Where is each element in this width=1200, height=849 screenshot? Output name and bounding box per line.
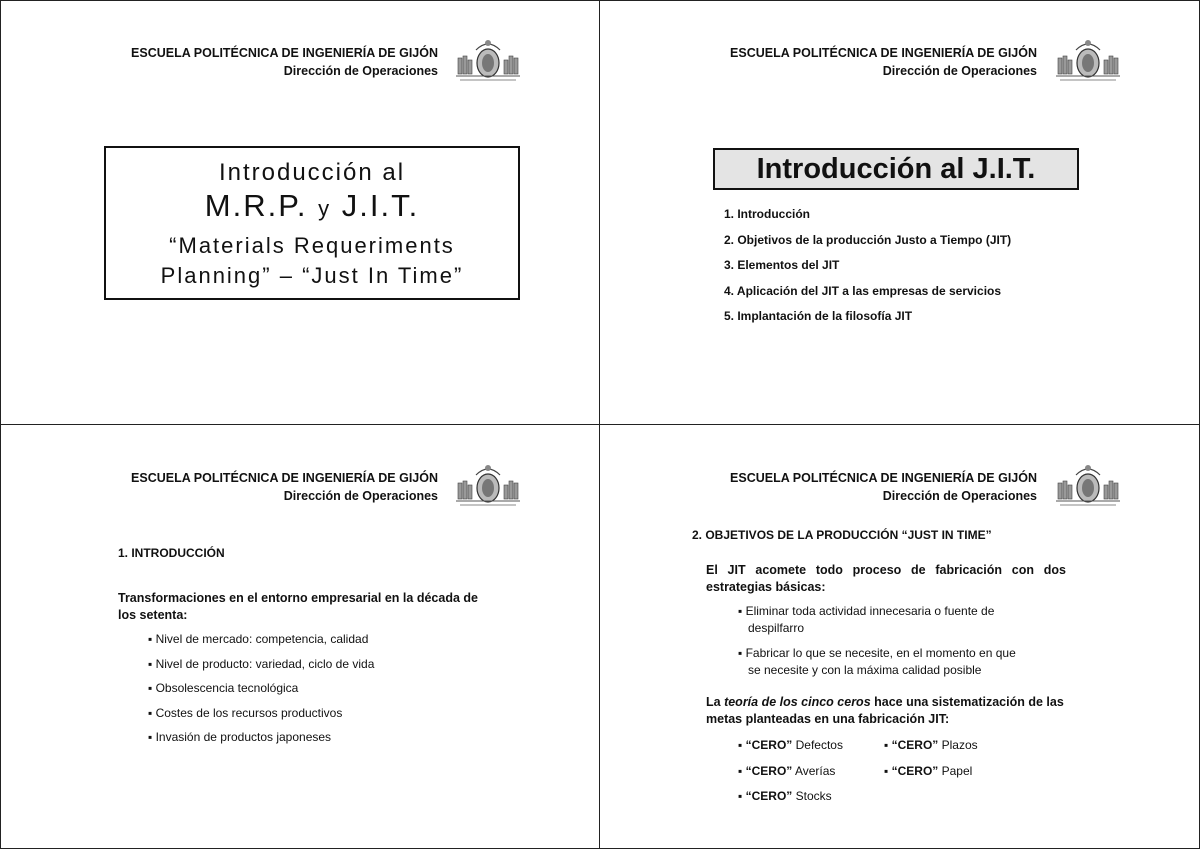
title-jit: J.I.T. (341, 188, 420, 223)
bullet-mark: ▪ (738, 738, 743, 752)
section-title: 2. OBJETIVOS DE LA PRODUCCIÓN “JUST IN TIME” (692, 528, 992, 542)
lead-emphasis: teoría de los cinco ceros (724, 695, 871, 709)
subject-name: Dirección de Operaciones (283, 489, 438, 503)
slide-header (600, 469, 1037, 505)
zero-word: “CERO” (745, 764, 793, 778)
lead-text: hace una sistematización de las metas planteadas en una fabricación JIT: (706, 695, 1064, 726)
university-crest-icon (1052, 461, 1124, 507)
list-item: 1. Introducción (724, 207, 811, 221)
school-name: ESCUELA POLITÉCNICA DE INGENIERÍA DE GIJÓN (730, 46, 1037, 60)
zero-item (738, 788, 832, 804)
bullet-line: despilfarro (748, 621, 805, 635)
list-item: ▪ Obsolescencia tecnológica (148, 681, 299, 695)
title-line-1: Introducción al (218, 159, 406, 186)
bullet-mark: ▪ (738, 764, 743, 778)
subject-name: Dirección de Operaciones (882, 64, 1037, 78)
zero-item (738, 737, 843, 753)
list-item: 3. Elementos del JIT (724, 258, 840, 272)
title-y: y (318, 196, 332, 221)
list-item: 2. Objetivos de la producción Justo a Tiempo (JIT) (724, 232, 1012, 247)
bullet-mark: ▪ (884, 738, 889, 752)
list-item: 4. Aplicación del JIT a las empresas de servicios (724, 283, 1002, 298)
school-name: ESCUELA POLITÉCNICA DE INGENIERÍA DE GIJÓN (730, 471, 1037, 485)
zero-item (884, 737, 978, 753)
zero-label: Stocks (795, 789, 832, 803)
list-item: ▪ Nivel de producto: variedad, ciclo de vida (148, 656, 375, 671)
title-line-3: “Materials Requeriments (169, 233, 455, 258)
five-zeros-lead (706, 694, 1068, 728)
title-line-4: Planning” – “Just In Time” (160, 263, 464, 288)
bullet-mark: ▪ (738, 789, 743, 803)
strategy-bullet (738, 645, 1064, 679)
school-name: ESCUELA POLITÉCNICA DE INGENIERÍA DE GIJÓN (131, 471, 438, 485)
zero-label: Averías (794, 764, 836, 778)
school-name: ESCUELA POLITÉCNICA DE INGENIERÍA DE GIJÓN (131, 46, 438, 60)
list-item: ▪ Nivel de mercado: competencia, calidad (148, 632, 369, 646)
lead-text: La (706, 695, 725, 709)
zero-word: “CERO” (891, 764, 939, 778)
zero-label: Defectos (795, 738, 843, 752)
section-lead: Transformaciones en el entorno empresarial en la década de los setenta: (118, 591, 478, 622)
bullet-line: ▪ Fabricar lo que se necesite, en el momento en que (738, 646, 1016, 660)
zero-item (884, 763, 972, 779)
bullet-line: se necesite y con la máxima calidad posible (748, 663, 982, 677)
list-item: ▪ Invasión de productos japoneses (148, 730, 332, 744)
bullet-line: ▪ Eliminar toda actividad innecesaria o fuente de (738, 604, 995, 618)
subject-name: Dirección de Operaciones (283, 64, 438, 78)
list-item: ▪ Costes de los recursos productivos (148, 705, 343, 720)
subject-name: Dirección de Operaciones (882, 489, 1037, 503)
zero-item (738, 763, 835, 779)
slide-title: Introducción al J.I.T. (713, 148, 1079, 190)
bullet-mark: ▪ (884, 764, 889, 778)
zero-word: “CERO” (745, 738, 793, 752)
title-mrp: M.R.P. (204, 188, 308, 223)
zero-word: “CERO” (745, 789, 793, 803)
zero-label: Plazos (941, 738, 978, 752)
section-lead: El JIT acomete todo proceso de fabricación con dos estrategias básicas: (706, 563, 1066, 594)
section-title: 1. INTRODUCCIÓN (118, 546, 225, 560)
zero-word: “CERO” (891, 738, 939, 752)
strategy-bullet (738, 603, 1064, 637)
list-item: 5. Implantación de la filosofía JIT (724, 309, 913, 323)
zero-label: Papel (941, 764, 973, 778)
